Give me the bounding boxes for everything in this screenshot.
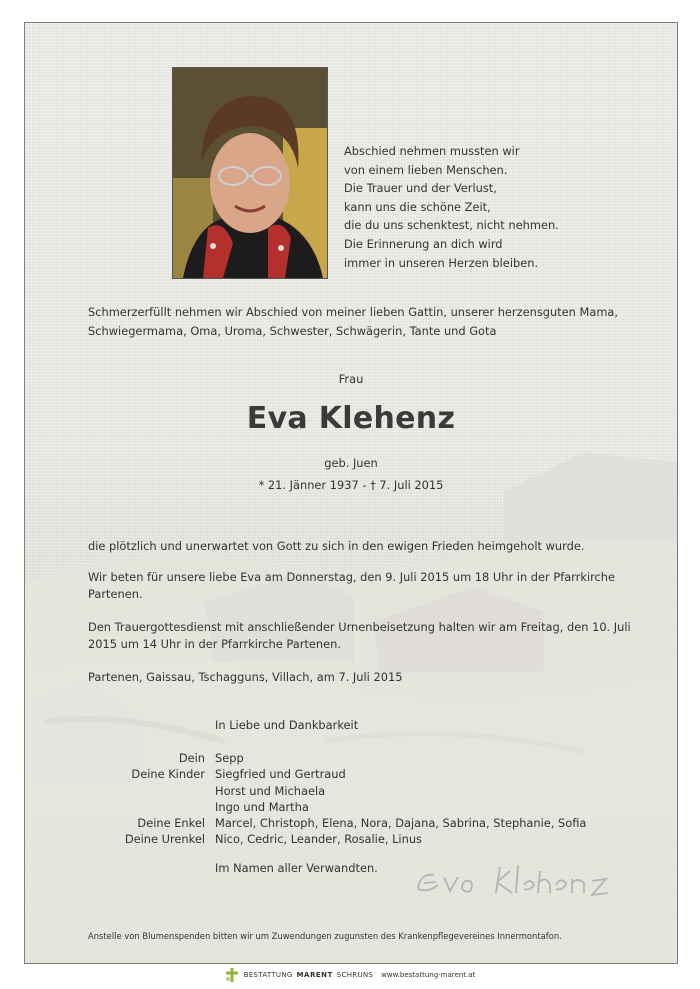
family-value: Ingo und Martha bbox=[215, 799, 309, 814]
closing-text: In Liebe und Dankbarkeit bbox=[215, 718, 359, 732]
paragraph-service: Den Trauergottesdienst mit anschließender Urnenbeisetzung halten wir am Freitag, den 10. Juli 2015 um 14 Uhr in der Pfarrkirche Partenen. bbox=[88, 620, 631, 651]
portrait-photo bbox=[172, 67, 328, 279]
family-row bbox=[88, 766, 586, 782]
salutation: Frau bbox=[338, 372, 364, 386]
footer-town: SCHRUNS bbox=[336, 971, 374, 979]
paragraph-death: die plötzlich und unerwartet von Gott zu sich in den ewigen Frieden heimgeholt wurde. bbox=[88, 539, 585, 553]
paragraph-place-date: Partenen, Gaissau, Tschagguns, Villach, am 7. Juli 2015 bbox=[88, 670, 403, 684]
poem bbox=[344, 142, 644, 272]
footer-website-link[interactable]: www.bestattung-marent.at bbox=[381, 971, 476, 979]
footnote: Anstelle von Blumenspenden bitten wir um Zuwendungen zugunsten des Krankenpflegevereines Innermontafon. bbox=[88, 931, 562, 941]
funeral-home-logo-icon bbox=[225, 968, 239, 982]
family-row bbox=[88, 815, 586, 831]
family-row bbox=[88, 783, 586, 799]
handwritten-signature bbox=[410, 855, 640, 905]
paragraph-prayer: Wir beten für unsere liebe Eva am Donnerstag, den 9. Juli 2015 um 18 Uhr in der Pfarrkirche Partenen. bbox=[88, 570, 616, 601]
family-row bbox=[88, 799, 586, 815]
family-label bbox=[88, 783, 215, 799]
family-list bbox=[88, 750, 586, 848]
relatives-text: Im Namen aller Verwandten. bbox=[215, 861, 378, 875]
intro-text: Schmerzerfüllt nehmen wir Abschied von meiner lieben Gattin, unserer herzensguten Mama, Schwiegermama, Oma, Uroma, Schwester, Schwägerin, Tante und Gota bbox=[88, 305, 619, 338]
poem-line: von einem lieben Menschen. bbox=[344, 162, 508, 177]
life-dates: * 21. Jänner 1937 - † 7. Juli 2015 bbox=[258, 478, 444, 492]
family-label: Deine Kinder bbox=[131, 767, 205, 782]
footer-brand-prefix: BESTATTUNG bbox=[243, 971, 293, 979]
poem-line: Die Erinnerung an dich wird bbox=[344, 236, 503, 251]
obituary-card bbox=[24, 22, 678, 964]
family-row bbox=[88, 831, 586, 847]
poem-line: kann uns die schöne Zeit, bbox=[344, 199, 491, 214]
family-label: Deine Enkel bbox=[137, 816, 205, 831]
poem-line: Die Trauer und der Verlust, bbox=[344, 181, 497, 196]
footer bbox=[0, 967, 700, 983]
family-value: Horst und Michaela bbox=[215, 783, 326, 798]
family-value: Siegfried und Gertraud bbox=[215, 767, 346, 782]
birth-name: geb. Juen bbox=[324, 456, 378, 470]
family-value: Marcel, Christoph, Elena, Nora, Dajana, Sabrina, Stephanie, Sofia bbox=[215, 816, 587, 831]
family-value: Nico, Cedric, Leander, Rosalie, Linus bbox=[215, 832, 422, 847]
deceased-name: Eva Klehenz bbox=[246, 401, 456, 436]
family-label bbox=[88, 799, 215, 815]
family-label: Deine Urenkel bbox=[124, 832, 205, 847]
family-label: Dein bbox=[178, 751, 205, 765]
poem-line: die du uns schenktest, nicht nehmen. bbox=[344, 218, 559, 233]
poem-line: immer in unseren Herzen bleiben. bbox=[344, 255, 539, 270]
poem-line: Abschied nehmen mussten wir bbox=[344, 144, 520, 158]
family-value: Sepp bbox=[215, 751, 244, 765]
footer-brand-name: MARENT bbox=[296, 971, 333, 979]
family-row bbox=[88, 750, 586, 766]
